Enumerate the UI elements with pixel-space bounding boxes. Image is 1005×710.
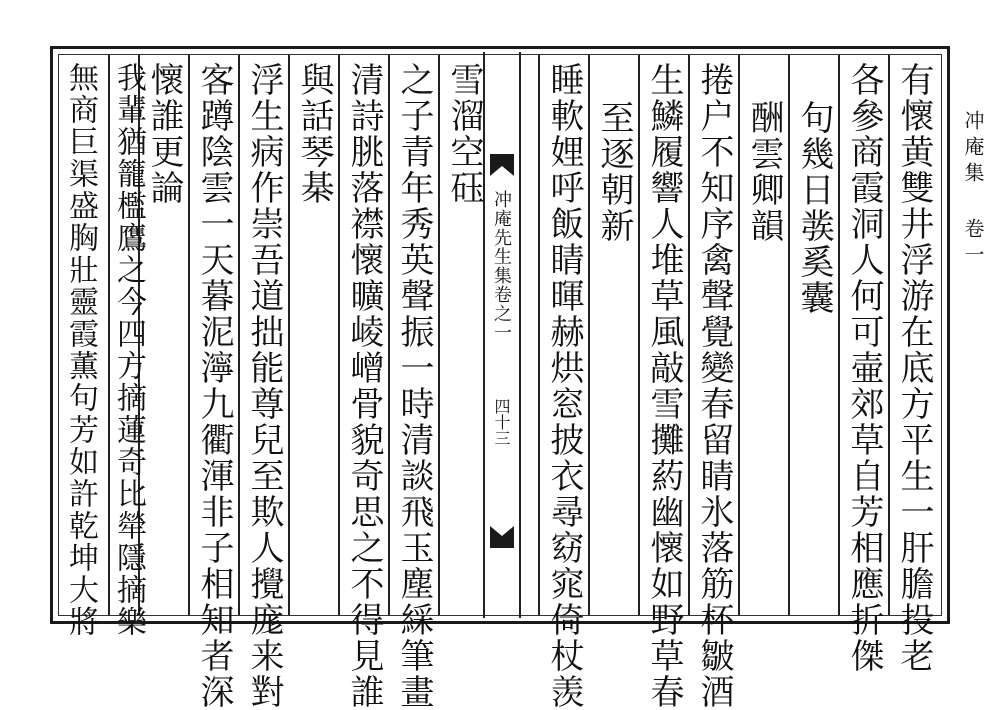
- text-column: 與話琴棊: [294, 62, 334, 206]
- column-rule: [338, 55, 340, 615]
- column-rule: [688, 55, 690, 615]
- column-rule: [438, 55, 440, 615]
- text-column: 客蹲陰雲一天暮泥濘九衢渾非子相知者深: [194, 62, 234, 710]
- column-rule: [638, 55, 640, 615]
- text-column: 睡軟娌呼飯睛暉赫烘窓披衣尋窈窕倚杖羡: [544, 62, 584, 710]
- text-column: 清詩朓落襟懷曠崚嶒骨貌奇思之不得見誰: [344, 62, 384, 710]
- margin-running-title: 冲庵集 卷一: [961, 110, 985, 270]
- column-rule: [838, 55, 840, 615]
- text-column: 至逐朝新: [594, 100, 634, 244]
- column-rule: [238, 55, 240, 615]
- column-rule: [888, 55, 890, 615]
- text-column: 酬雲卿韻: [744, 100, 784, 244]
- column-rule: [588, 55, 590, 615]
- text-column: 懷誰更論: [144, 62, 184, 206]
- text-column: 句幾日彂奚囊: [794, 100, 834, 316]
- text-column: 無商巨渠盛胸壯靈霞薫句芳如許乾坤大將: [63, 62, 98, 638]
- column-rule: [538, 55, 540, 615]
- text-column: 生鱗履響人堆草風敲雪攤葯幽懷如野草春: [644, 62, 684, 710]
- column-rule: [188, 55, 190, 615]
- column-rule: [288, 55, 290, 615]
- text-column: 之子青年秀英聲振一時清談飛玉塵綵筆畫: [394, 62, 434, 710]
- text-column: 各參商霞洞人何可壷郊草自芳相應折傑: [844, 62, 884, 674]
- column-rule: [788, 55, 790, 615]
- text-column: 有懷黄雙井浮游在底方平生一肝膽投老: [894, 62, 934, 674]
- text-column: 浮生病作崇吾道拙能尊兒至欺人攪庬来對: [244, 62, 284, 710]
- page-number: 四十三: [492, 398, 511, 446]
- column-rule: [388, 55, 390, 615]
- column-rule: [108, 55, 110, 615]
- text-column: 我輩猶籠檻鷹之今四方摘蓮奇比犖隱摘樂: [111, 62, 146, 638]
- column-rule: [738, 55, 740, 615]
- center-book-title: 冲庵先生集卷之一: [491, 190, 512, 342]
- text-column: 捲户不知序禽聲覺變春留睛氷落筋杯皺酒: [694, 62, 734, 710]
- text-column: 雪溜空砡: [444, 62, 484, 206]
